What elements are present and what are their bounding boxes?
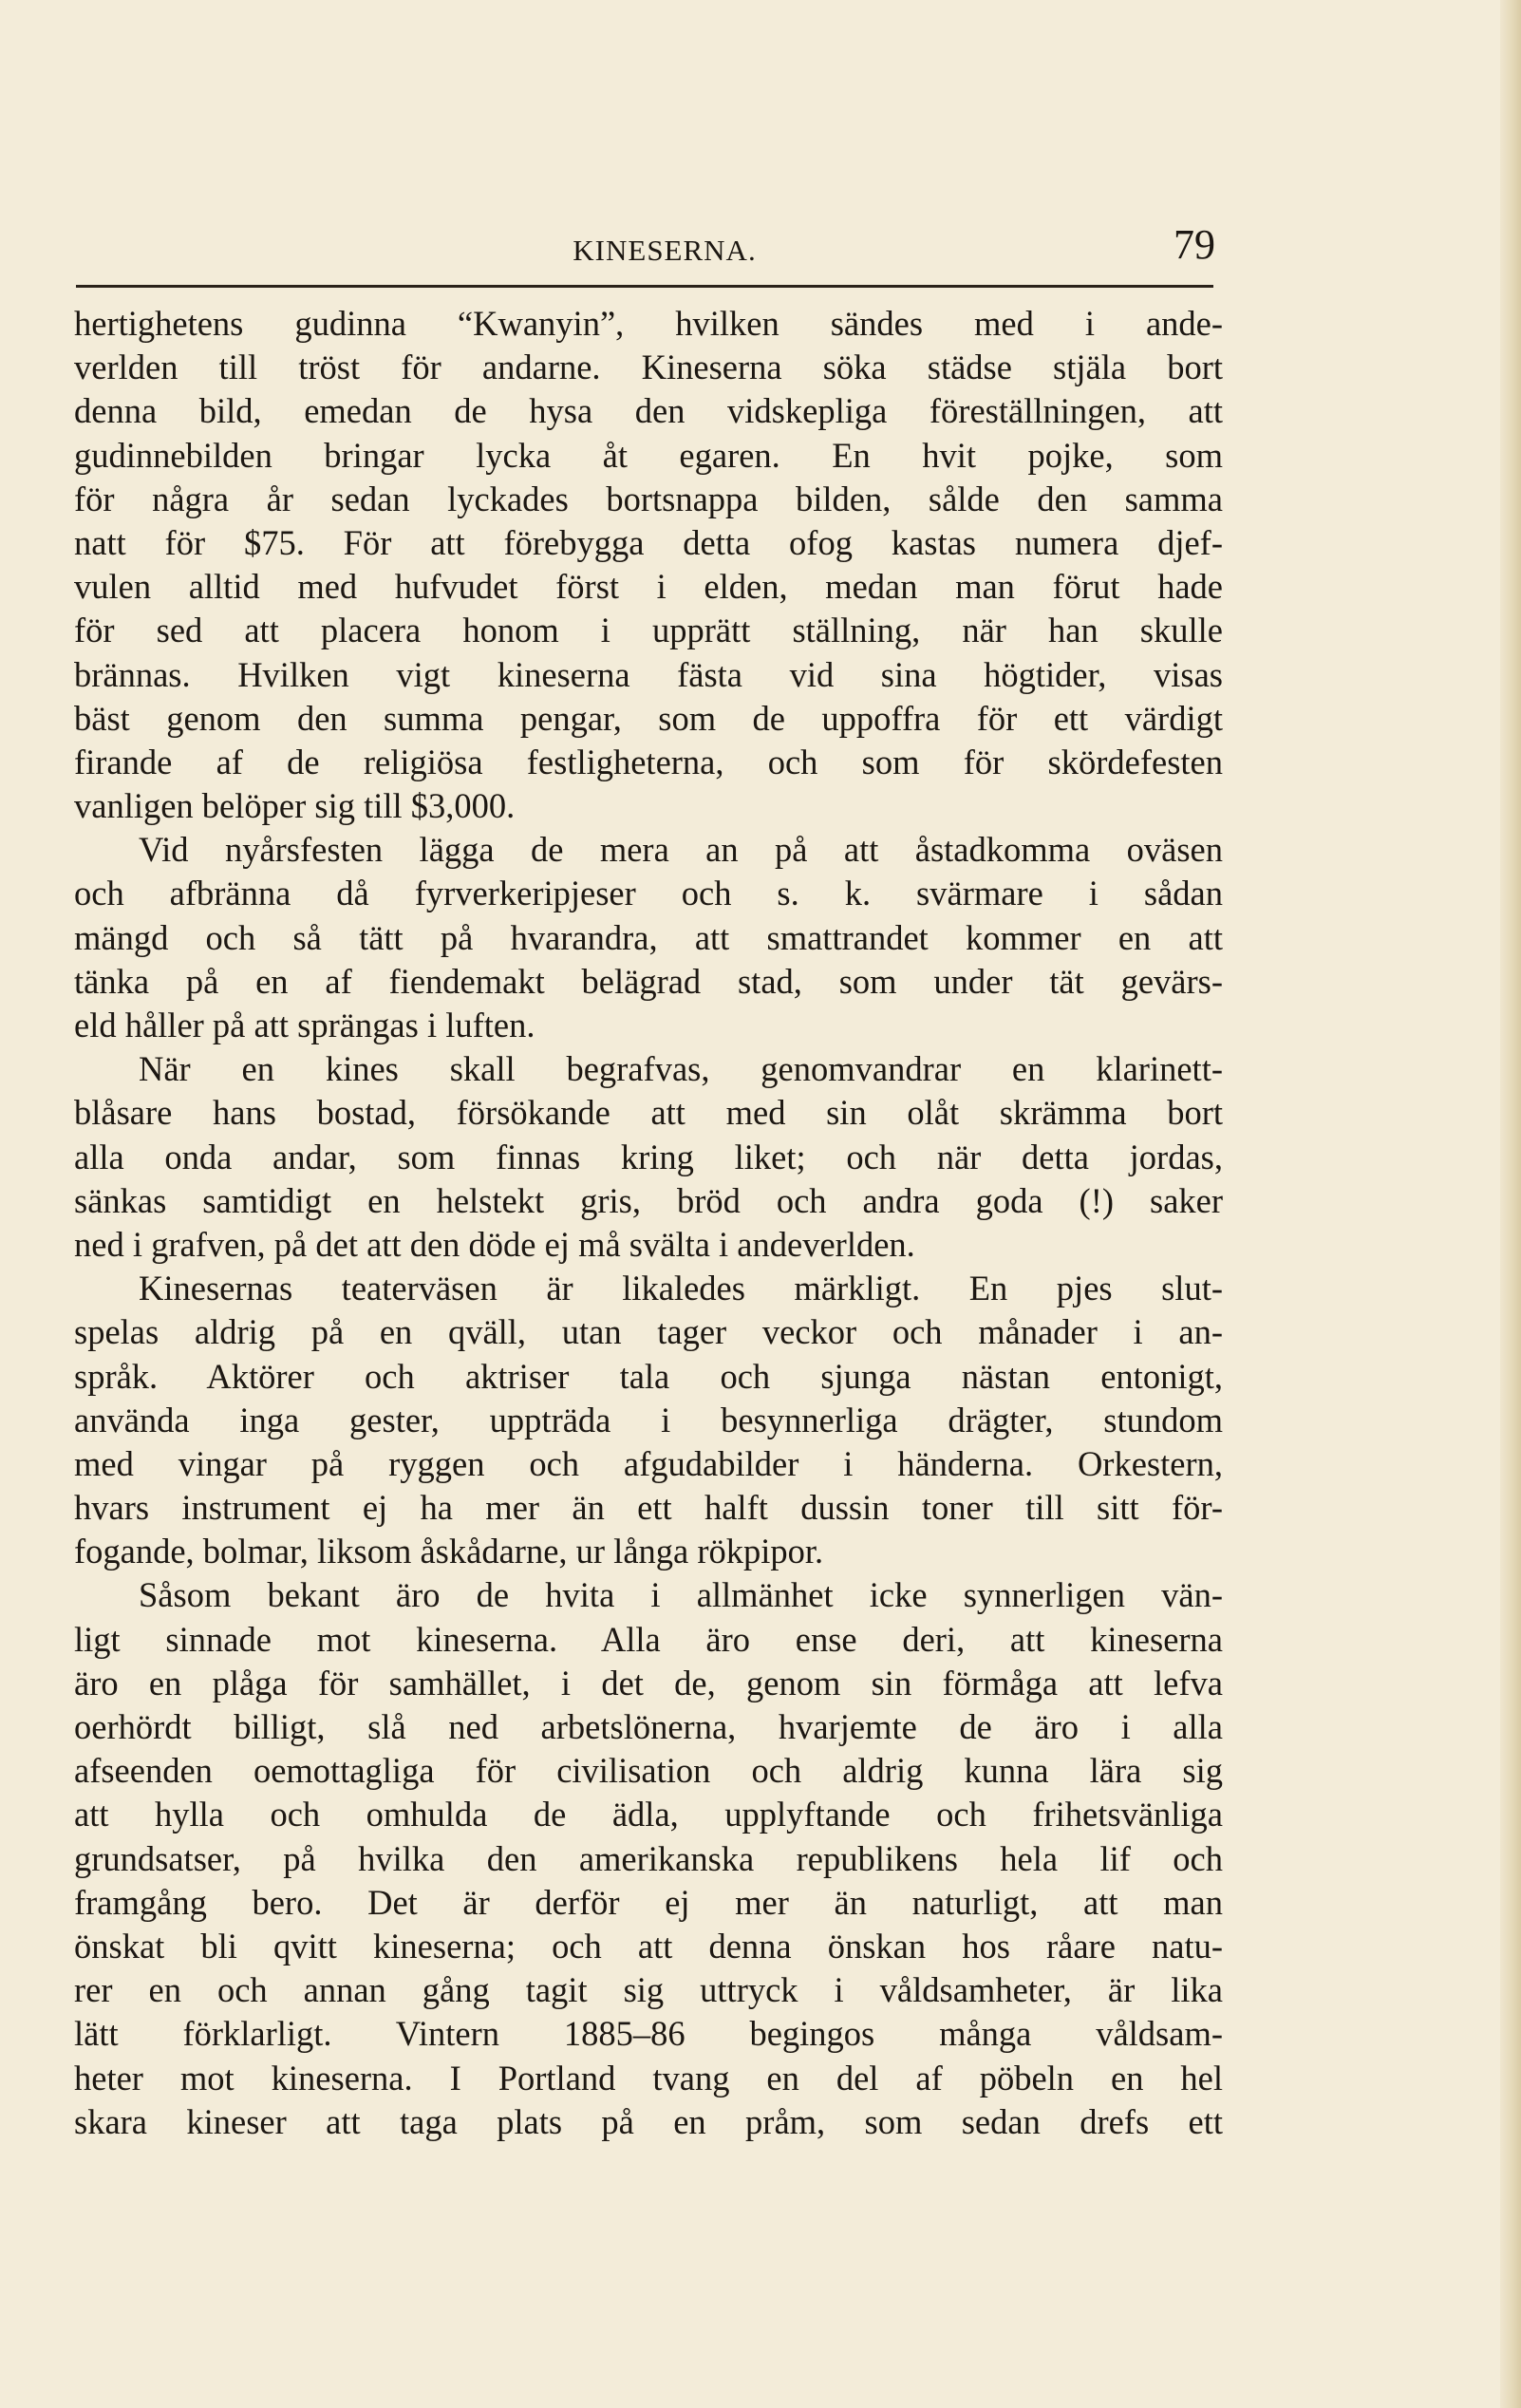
text-line: verlden till tröst för andarne. Kineserna söka städse stjäla bort — [74, 348, 1223, 387]
text-line: firande af de religiösa festligheterna, och som för skördefesten — [74, 742, 1223, 781]
text-line: Kinesernas teaterväsen är likaledes märkligt. En pjes slut- — [139, 1269, 1223, 1308]
text-line: Vid nyårsfesten lägga de mera an på att åstadkomma oväsen — [139, 830, 1223, 870]
text-line: att hylla och omhulda de ädla, upplyftande och frihetsvänliga — [74, 1795, 1223, 1834]
text-line: sänkas samtidigt en helstekt gris, bröd och andra goda (!) saker — [74, 1180, 1223, 1220]
text-line: alla onda andar, som finnas kring liket; och när detta jordas, — [74, 1137, 1223, 1176]
text-line: och afbränna då fyrverkeripjeser och s. k. svärmare i sådan — [74, 874, 1223, 913]
page-number: 79 — [1174, 221, 1215, 268]
text-line: ned i grafven, på det att den döde ej må svälta i andeverlden. — [74, 1224, 915, 1264]
text-line: spelas aldrig på en qväll, utan tager veckor och månader i an- — [74, 1312, 1223, 1352]
text-line: ligt sinnade mot kineserna. Alla äro ense deri, att kineserna — [74, 1619, 1223, 1659]
body-text — [74, 302, 1223, 2144]
text-line: med vingar på ryggen och afgudabilder i händerna. Orkestern, — [74, 1443, 1223, 1483]
text-line: tänka på en af fiendemakt belägrad stad, som under tät gevärs- — [74, 961, 1223, 1001]
text-line: gudinnebilden bringar lycka åt egaren. En hvit pojke, som — [74, 435, 1223, 475]
text-line: oerhördt billigt, slå ned arbetslönerna, hvarjemte de äro i alla — [74, 1707, 1223, 1746]
text-line: Såsom bekant äro de hvita i allmänhet icke synnerligen vän- — [139, 1575, 1223, 1615]
text-line: hertighetens gudinna “Kwanyin”, hvilken sändes med i ande- — [74, 304, 1223, 343]
text-line: fogande, bolmar, liksom åskådarne, ur långa rökpipor. — [74, 1532, 824, 1571]
text-line: brännas. Hvilken vigt kineserna fästa vid sina högtider, visas — [74, 654, 1223, 694]
header-rule — [76, 285, 1213, 288]
text-line: denna bild, emedan de hysa den vidskepliga föreställningen, att — [74, 391, 1223, 431]
text-line: När en kines skall begrafvas, genomvandrar en klarinett- — [139, 1049, 1223, 1089]
text-line: vanligen belöper sig till $3,000. — [74, 786, 516, 826]
text-line: hvars instrument ej ha mer än ett halft dussin toner till sitt för- — [74, 1488, 1223, 1528]
text-line: afseenden oemottagliga för civilisation och aldrig kunna lära sig — [74, 1751, 1223, 1791]
running-title: KINESERNA. — [573, 234, 757, 267]
text-line: för sed att placera honom i upprätt ställning, när han skulle — [74, 611, 1223, 650]
text-line: blåsare hans bostad, försökande att med sin olåt skrämma bort — [74, 1093, 1223, 1133]
text-line: önskat bli qvitt kineserna; och att denna önskan hos råare natu- — [74, 1926, 1223, 1966]
text-line: mängd och så tätt på hvarandra, att smattrandet kommer en att — [74, 917, 1223, 957]
text-line: grundsatser, på hvilka den amerikanska republikens hela lif och — [74, 1838, 1223, 1878]
text-line: rer en och annan gång tagit sig uttryck i våldsamheter, är lika — [74, 1970, 1223, 2010]
text-line: bäst genom den summa pengar, som de uppoffra för ett värdigt — [74, 698, 1223, 738]
text-line: vulen alltid med hufvudet först i elden, medan man förut hade — [74, 567, 1223, 607]
page-edge — [1500, 0, 1521, 2408]
text-line: äro en plåga för samhället, i det de, genom sin förmåga att lefva — [74, 1663, 1223, 1703]
text-line: skara kineser att taga plats på en pråm, som sedan drefs ett — [74, 2101, 1223, 2141]
text-line: eld håller på att sprängas i luften. — [74, 1006, 535, 1044]
text-line: för några år sedan lyckades bortsnappa bilden, sålde den samma — [74, 479, 1223, 518]
running-head — [76, 220, 1215, 277]
text-line: språk. Aktörer och aktriser tala och sjunga nästan entonigt, — [74, 1356, 1223, 1396]
text-line: lätt förklarligt. Vintern 1885–86 begingos många våldsam- — [74, 2014, 1223, 2054]
text-line: använda inga gester, uppträda i besynnerliga drägter, stundom — [74, 1400, 1223, 1439]
text-line: natt för $75. För att förebygga detta ofog kastas numera djef- — [74, 522, 1223, 562]
text-line: heter mot kineserna. I Portland tvang en del af pöbeln en hel — [74, 2058, 1223, 2098]
text-line: framgång bero. Det är derför ej mer än naturligt, att man — [74, 1882, 1223, 1922]
